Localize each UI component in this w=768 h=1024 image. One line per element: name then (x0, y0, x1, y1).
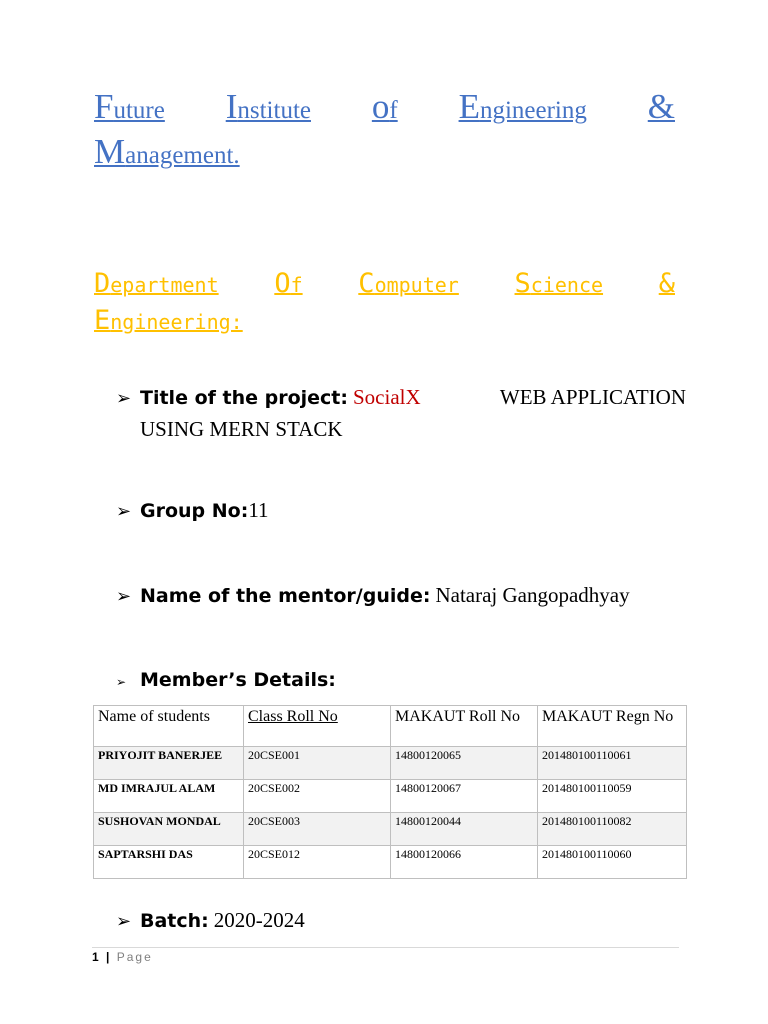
members-label: Member’s Details: (140, 669, 336, 691)
institute-word: Institute (225, 87, 311, 126)
group-value: 11 (248, 498, 269, 522)
class-roll: 20CSE003 (244, 813, 391, 846)
makaut-regn: 201480100110061 (538, 747, 687, 780)
arrow-bullet-icon: ➢ (116, 675, 127, 689)
group-item (116, 495, 686, 527)
class-roll: 20CSE001 (244, 747, 391, 780)
student-name: MD IMRAJUL ALAM (94, 780, 244, 813)
class-roll: 20CSE012 (244, 846, 391, 879)
header-name: Name of students (94, 706, 244, 747)
department-word: Of (274, 268, 303, 299)
members-table (93, 705, 687, 879)
members-item (116, 665, 686, 697)
department-word: Department (94, 268, 219, 299)
footer-divider (92, 947, 679, 948)
mentor-label: Name of the mentor/guide: (140, 585, 431, 607)
institute-word: Future (94, 87, 165, 126)
batch-item (116, 905, 686, 937)
table-row (94, 780, 687, 813)
arrow-bullet-icon: ➢ (116, 388, 132, 409)
footer-separator: | (106, 950, 112, 964)
student-name: SAPTARSHI DAS (94, 846, 244, 879)
mentor-value: Nataraj Gangopadhyay (435, 583, 630, 607)
group-label: Group No: (140, 500, 249, 522)
table-row (94, 846, 687, 879)
makaut-regn: 201480100110060 (538, 846, 687, 879)
header-makaut-roll: MAKAUT Roll No (391, 706, 538, 747)
institute-word: Engineering (458, 87, 587, 126)
project-title-rest-1: WEB APPLICATION (499, 385, 686, 409)
makaut-roll: 14800120066 (391, 846, 538, 879)
project-title-item (116, 382, 686, 444)
table-header-row (94, 706, 687, 747)
department-line-2: Engineering: (94, 305, 243, 336)
arrow-bullet-icon: ➢ (116, 501, 132, 522)
department-word: Science (514, 268, 604, 299)
arrow-bullet-icon: ➢ (116, 911, 132, 932)
table-row (94, 813, 687, 846)
institute-word: & (647, 87, 675, 126)
page-footer (92, 950, 153, 964)
batch-label: Batch: (140, 910, 209, 932)
header-class-roll: Class Roll No (244, 706, 391, 747)
student-name: PRIYOJIT BANERJEE (94, 747, 244, 780)
institute-title (94, 86, 675, 176)
institute-word: of (371, 87, 398, 126)
class-roll: 20CSE002 (244, 780, 391, 813)
department-word: & (658, 268, 675, 299)
makaut-regn: 201480100110082 (538, 813, 687, 846)
arrow-bullet-icon: ➢ (116, 586, 132, 607)
table-row (94, 747, 687, 780)
batch-value: 2020-2024 (213, 908, 305, 932)
makaut-roll: 14800120067 (391, 780, 538, 813)
mentor-item (116, 580, 686, 612)
institute-line-2: Management. (94, 132, 240, 171)
page-word: Page (116, 950, 153, 964)
makaut-roll: 14800120065 (391, 747, 538, 780)
project-title-rest-2: USING MERN STACK (140, 417, 343, 441)
project-name: SocialX (352, 385, 421, 409)
makaut-regn: 201480100110059 (538, 780, 687, 813)
header-makaut-regn: MAKAUT Regn No (538, 706, 687, 747)
page-number: 1 (92, 950, 101, 964)
makaut-roll: 14800120044 (391, 813, 538, 846)
department-title (94, 266, 675, 340)
department-word: Computer (358, 268, 459, 299)
student-name: SUSHOVAN MONDAL (94, 813, 244, 846)
project-title-label: Title of the project: (140, 387, 348, 409)
